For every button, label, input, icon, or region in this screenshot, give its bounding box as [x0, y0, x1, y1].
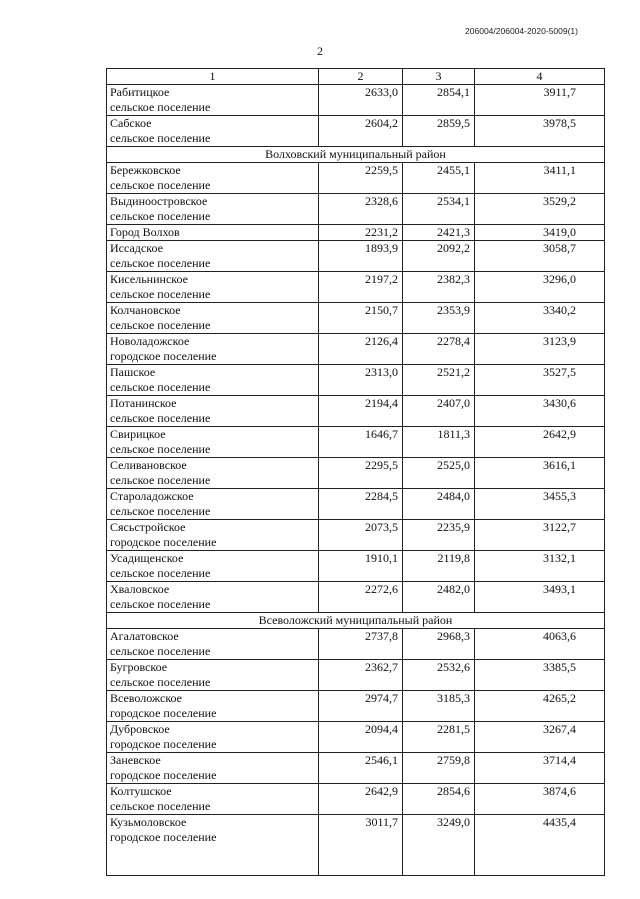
value-col-4: 3874,6: [475, 784, 605, 815]
table-row: [107, 365, 605, 396]
value-col-3: 3249,0: [403, 815, 475, 876]
value-col-3: 2521,2: [403, 365, 475, 396]
value-col-4: 3123,9: [475, 334, 605, 365]
table-row: [107, 520, 605, 551]
settlement-name-cell: [107, 365, 319, 396]
value-col-4: 3978,5: [475, 116, 605, 147]
value-col-2: 2328,6: [319, 194, 403, 225]
settlement-type: сельское поселение: [110, 131, 211, 145]
settlement-type: городское поселение: [110, 737, 217, 751]
table-row: [107, 334, 605, 365]
settlement-name: Сабское: [110, 116, 152, 130]
settlement-type: сельское поселение: [110, 318, 211, 332]
table-row: [107, 784, 605, 815]
value-col-2: 2284,5: [319, 489, 403, 520]
settlement-name-cell: [107, 116, 319, 147]
settlement-name: Иссадское: [110, 241, 163, 255]
value-col-2: 1910,1: [319, 551, 403, 582]
value-col-3: 2859,5: [403, 116, 475, 147]
value-col-3: 2281,5: [403, 722, 475, 753]
settlement-type: городское поселение: [110, 535, 217, 549]
column-header: 4: [475, 69, 605, 85]
settlement-name-cell: [107, 427, 319, 458]
settlement-type: сельское поселение: [110, 597, 211, 611]
value-col-2: 2194,4: [319, 396, 403, 427]
value-col-2: 2737,8: [319, 629, 403, 660]
settlement-type: сельское поселение: [110, 644, 211, 658]
value-col-4: 3493,1: [475, 582, 605, 613]
value-col-2: 2259,5: [319, 163, 403, 194]
settlement-type: сельское поселение: [110, 675, 211, 689]
settlement-name-cell: [107, 489, 319, 520]
value-col-4: 3527,5: [475, 365, 605, 396]
settlement-name: Колтушское: [110, 784, 172, 798]
value-col-2: 3011,7: [319, 815, 403, 876]
table-row: [107, 582, 605, 613]
value-col-3: 2532,6: [403, 660, 475, 691]
settlement-name: Кисельнинское: [110, 272, 188, 286]
value-col-3: 2534,1: [403, 194, 475, 225]
value-col-3: 2455,1: [403, 163, 475, 194]
value-col-4: 3714,4: [475, 753, 605, 784]
value-col-4: 3267,4: [475, 722, 605, 753]
table-row: [107, 85, 605, 116]
settlement-type: сельское поселение: [110, 380, 211, 394]
settlement-name-cell: [107, 629, 319, 660]
value-col-3: 2353,9: [403, 303, 475, 334]
settlement-name: Всеволожское: [110, 691, 183, 705]
settlement-type: городское поселение: [110, 349, 217, 363]
settlement-name: Пашское: [110, 365, 156, 379]
document-id: 206004/206004-2020-5009(1): [465, 26, 578, 36]
settlement-type: городское поселение: [110, 830, 217, 844]
table-header-row: [107, 69, 605, 85]
value-col-4: 3411,1: [475, 163, 605, 194]
settlement-name-cell: [107, 225, 319, 241]
settlement-name-cell: [107, 458, 319, 489]
table-row: [107, 551, 605, 582]
value-col-2: 1893,9: [319, 241, 403, 272]
table-row: [107, 691, 605, 722]
value-col-2: 2362,7: [319, 660, 403, 691]
settlement-type: городское поселение: [110, 706, 217, 720]
settlement-name-cell: [107, 582, 319, 613]
value-col-4: 3455,3: [475, 489, 605, 520]
settlement-name: Свирицкое: [110, 427, 166, 441]
table-row: [107, 272, 605, 303]
value-col-3: 2407,0: [403, 396, 475, 427]
settlement-name: Сясьстройское: [110, 520, 186, 534]
section-title: Всеволожский муниципальный район: [107, 613, 605, 629]
settlement-name-cell: [107, 784, 319, 815]
page-number: 2: [317, 44, 323, 58]
settlement-name: Бережковское: [110, 163, 181, 177]
value-col-4: 3911,7: [475, 85, 605, 116]
value-col-2: 2150,7: [319, 303, 403, 334]
value-col-4: 3132,1: [475, 551, 605, 582]
settlement-type: городское поселение: [110, 768, 217, 782]
value-col-3: 2235,9: [403, 520, 475, 551]
value-col-3: 2092,2: [403, 241, 475, 272]
table-row: [107, 163, 605, 194]
column-header: 3: [403, 69, 475, 85]
settlement-name-cell: [107, 396, 319, 427]
section-header-row: [107, 613, 605, 629]
value-col-3: 2968,3: [403, 629, 475, 660]
table-row: [107, 116, 605, 147]
settlement-name-cell: [107, 660, 319, 691]
settlement-name: Заневское: [110, 753, 161, 767]
settlement-name-cell: [107, 272, 319, 303]
settlement-name: Селивановское: [110, 458, 187, 472]
value-col-4: 3058,7: [475, 241, 605, 272]
value-col-3: 2484,0: [403, 489, 475, 520]
settlement-name-cell: [107, 722, 319, 753]
value-col-2: 2231,2: [319, 225, 403, 241]
table-row: [107, 194, 605, 225]
value-col-4: 3122,7: [475, 520, 605, 551]
settlement-name-cell: [107, 85, 319, 116]
value-col-2: 2604,2: [319, 116, 403, 147]
settlement-name-cell: [107, 520, 319, 551]
settlement-name: Кузьмоловское: [110, 815, 187, 829]
value-col-2: 2546,1: [319, 753, 403, 784]
settlement-name: Потанинское: [110, 396, 177, 410]
settlement-name-cell: [107, 691, 319, 722]
settlement-name-cell: [107, 303, 319, 334]
value-col-2: 2642,9: [319, 784, 403, 815]
settlement-name: Новоладожское: [110, 334, 190, 348]
settlement-type: сельское поселение: [110, 256, 211, 270]
table-row: [107, 753, 605, 784]
settlement-name-cell: [107, 551, 319, 582]
value-col-2: 2094,4: [319, 722, 403, 753]
settlement-name: Хваловское: [110, 582, 170, 596]
value-col-4: 4063,6: [475, 629, 605, 660]
table-row: [107, 722, 605, 753]
value-col-3: 2382,3: [403, 272, 475, 303]
data-table: [106, 68, 605, 876]
value-col-2: 2073,5: [319, 520, 403, 551]
settlement-name-cell: [107, 815, 319, 876]
settlement-type: сельское поселение: [110, 799, 211, 813]
table-row: [107, 815, 605, 876]
value-col-4: 3385,5: [475, 660, 605, 691]
value-col-3: 2421,3: [403, 225, 475, 241]
table-row: [107, 396, 605, 427]
value-col-2: 2633,0: [319, 85, 403, 116]
value-col-4: 3430,6: [475, 396, 605, 427]
settlement-name: Бугровское: [110, 660, 168, 674]
settlement-name: Усадищенское: [110, 551, 184, 565]
table-row: [107, 427, 605, 458]
settlement-type: сельское поселение: [110, 209, 211, 223]
section-title: Волховский муниципальный район: [107, 147, 605, 163]
settlement-name: Дубровское: [110, 722, 170, 736]
value-col-2: 2126,4: [319, 334, 403, 365]
value-col-4: 3340,2: [475, 303, 605, 334]
value-col-3: 2278,4: [403, 334, 475, 365]
value-col-4: 3529,2: [475, 194, 605, 225]
value-col-4: 3419,0: [475, 225, 605, 241]
settlement-type: сельское поселение: [110, 287, 211, 301]
table-row: [107, 660, 605, 691]
settlement-name-cell: [107, 753, 319, 784]
settlement-type: сельское поселение: [110, 566, 211, 580]
value-col-2: 2313,0: [319, 365, 403, 396]
value-col-2: 2295,5: [319, 458, 403, 489]
value-col-4: 2642,9: [475, 427, 605, 458]
settlement-name: Рабитицкое: [110, 85, 170, 99]
value-col-3: 1811,3: [403, 427, 475, 458]
value-col-2: 2974,7: [319, 691, 403, 722]
section-header-row: [107, 147, 605, 163]
value-col-3: 2482,0: [403, 582, 475, 613]
settlement-name: Город Волхов: [110, 225, 180, 239]
value-col-4: 3296,0: [475, 272, 605, 303]
table-row: [107, 225, 605, 241]
settlement-type: сельское поселение: [110, 442, 211, 456]
settlement-type: сельское поселение: [110, 473, 211, 487]
column-header: 1: [107, 69, 319, 85]
table-row: [107, 629, 605, 660]
settlement-name: Агалатовское: [110, 629, 179, 643]
settlement-name-cell: [107, 194, 319, 225]
table-row: [107, 458, 605, 489]
settlement-name-cell: [107, 163, 319, 194]
settlement-name: Выдинооcтровское: [110, 194, 208, 208]
value-col-2: 1646,7: [319, 427, 403, 458]
value-col-3: 2119,8: [403, 551, 475, 582]
column-header: 2: [319, 69, 403, 85]
value-col-4: 4265,2: [475, 691, 605, 722]
value-col-3: 2525,0: [403, 458, 475, 489]
settlement-name-cell: [107, 241, 319, 272]
settlement-type: сельское поселение: [110, 178, 211, 192]
table-row: [107, 489, 605, 520]
settlement-type: сельское поселение: [110, 504, 211, 518]
settlement-name: Староладожское: [110, 489, 194, 503]
settlement-type: сельское поселение: [110, 100, 211, 114]
settlement-name: Колчановское: [110, 303, 181, 317]
value-col-3: 2854,6: [403, 784, 475, 815]
value-col-4: 4435,4: [475, 815, 605, 876]
value-col-2: 2197,2: [319, 272, 403, 303]
table-row: [107, 303, 605, 334]
settlement-type: сельское поселение: [110, 411, 211, 425]
settlement-name-cell: [107, 334, 319, 365]
value-col-4: 3616,1: [475, 458, 605, 489]
value-col-3: 2759,8: [403, 753, 475, 784]
value-col-3: 3185,3: [403, 691, 475, 722]
value-col-3: 2854,1: [403, 85, 475, 116]
table-row: [107, 241, 605, 272]
value-col-2: 2272,6: [319, 582, 403, 613]
